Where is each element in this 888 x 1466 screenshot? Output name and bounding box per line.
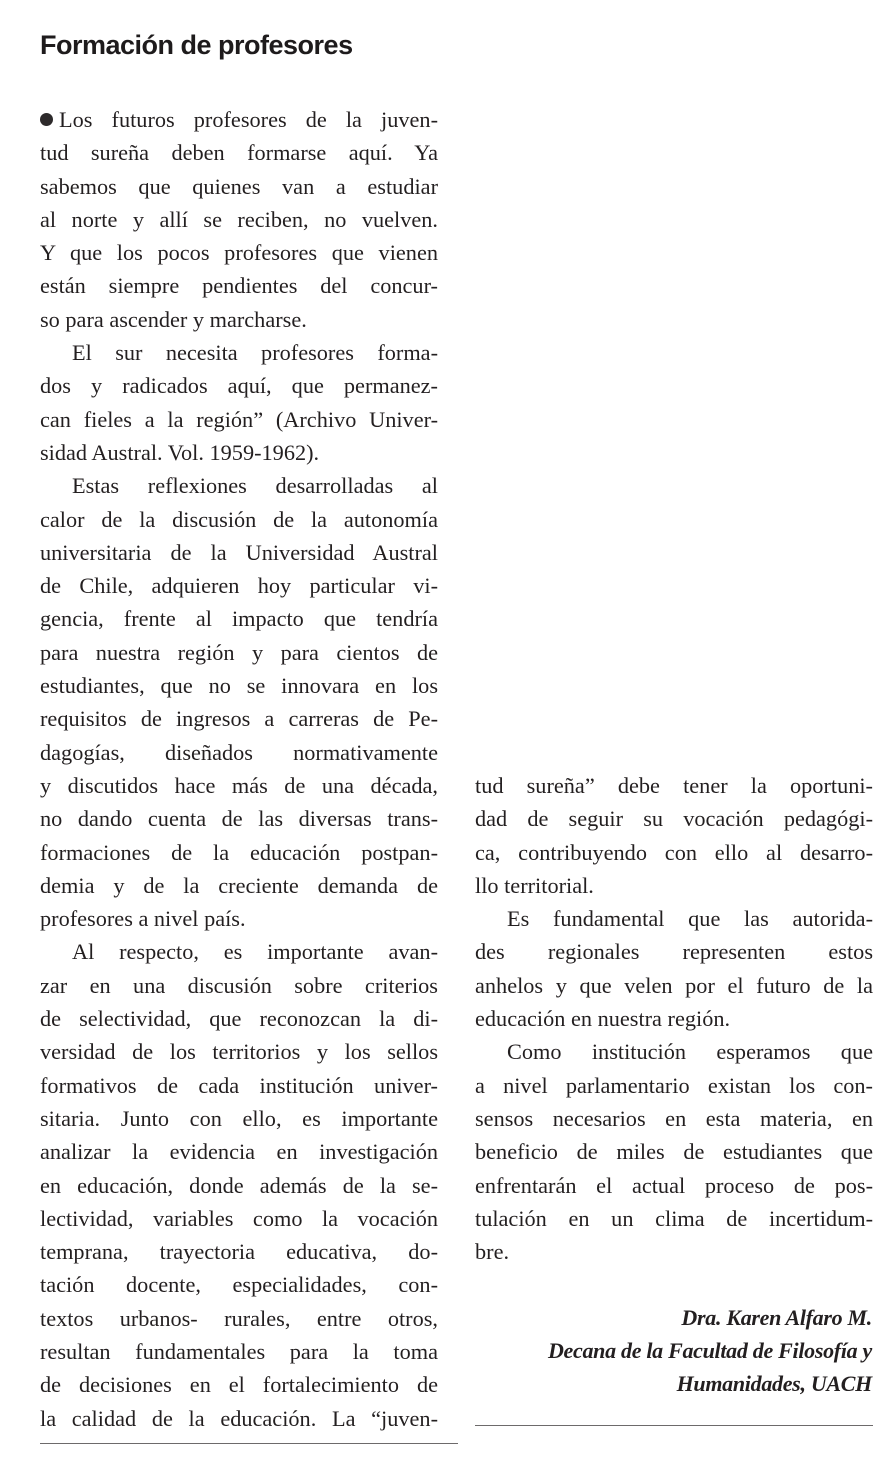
- author-signature: [548, 1301, 872, 1400]
- body-text-line: [40, 869, 438, 902]
- body-text: tulación en un clima de incertidum-: [475, 1205, 873, 1231]
- body-text-line: [40, 1402, 438, 1435]
- author-role-line-1: Decana de la Facultad de Filosofía y: [547, 1338, 872, 1363]
- body-text: Estas reflexiones desarrolladas al: [72, 473, 438, 499]
- right-column-bottom-rule: [475, 1425, 873, 1426]
- body-text-line: [40, 702, 438, 735]
- body-text: Como institución esperamos que: [507, 1039, 873, 1065]
- body-text-line: [475, 836, 873, 869]
- body-text: al norte y allí se reciben, no vuelven.: [40, 206, 438, 232]
- body-text-line: [40, 269, 438, 302]
- body-text-line: [475, 869, 873, 902]
- body-text: tud sureña deben formarse aquí. Ya: [40, 140, 438, 166]
- body-text: gencia, frente al impacto que tendría: [40, 606, 438, 632]
- body-text: de decisiones en el fortalecimiento de: [40, 1372, 438, 1398]
- body-text: profesores a nivel país.: [40, 906, 246, 932]
- body-text-line: [40, 136, 438, 169]
- left-column-bottom-rule: [40, 1443, 458, 1444]
- body-text: educación en nuestra región.: [475, 1006, 731, 1032]
- body-text-line: [40, 436, 438, 469]
- body-text-line: [40, 836, 438, 869]
- body-text: tación docente, especialidades, con-: [40, 1272, 438, 1298]
- body-text: beneficio de miles de estudiantes que: [475, 1139, 873, 1165]
- body-text-line: [475, 1135, 873, 1168]
- body-text: Los futuros profesores de la juven-: [59, 107, 438, 132]
- body-text: están siempre pendientes del concur-: [40, 273, 438, 299]
- body-text: para nuestra región y para cientos de: [40, 639, 438, 665]
- body-text: de selectividad, que reconozcan la di-: [40, 1006, 438, 1032]
- body-text: requisitos de ingresos a carreras de Pe-: [40, 706, 438, 732]
- body-text-line: [40, 569, 438, 602]
- body-text: analizar la evidencia en investigación: [40, 1139, 438, 1165]
- body-text: enfrentarán el actual proceso de pos-: [475, 1172, 873, 1198]
- body-text: estudiantes, que no se innovara en los: [40, 673, 438, 699]
- body-text: Es fundamental que las autorida-: [507, 906, 873, 932]
- body-text-line: [40, 902, 438, 935]
- body-text-line: [40, 1169, 438, 1202]
- body-text: sensos necesarios en esta materia, en: [475, 1105, 873, 1131]
- body-text: lectividad, variables como la vocación: [40, 1205, 438, 1231]
- body-text-line: [40, 636, 438, 669]
- body-text-line: [40, 403, 438, 436]
- body-text-line: [40, 669, 438, 702]
- article-title: Formación de profesores: [40, 30, 353, 60]
- body-text-line: [475, 1102, 873, 1135]
- body-text-line: [40, 1202, 438, 1235]
- body-text-line: [40, 469, 438, 502]
- body-text-line: [475, 1169, 873, 1202]
- body-text: zar en una discusión sobre criterios: [40, 972, 438, 998]
- body-text-line: [475, 1069, 873, 1102]
- body-text: bre.: [475, 1239, 510, 1265]
- body-text-line: [40, 736, 438, 769]
- body-text: no dando cuenta de las diversas trans-: [40, 806, 438, 832]
- body-text: dos y radicados aquí, que permanez-: [40, 373, 438, 399]
- article-body-right-column: [475, 769, 873, 1268]
- body-text-line: [475, 1202, 873, 1235]
- body-text-line: [40, 1268, 438, 1301]
- body-text-line: [40, 802, 438, 835]
- body-text: formaciones de la educación postpan-: [40, 839, 438, 865]
- body-text-line: [40, 503, 438, 536]
- body-text: textos urbanos- rurales, entre otros,: [40, 1305, 438, 1331]
- body-text: dad de seguir su vocación pedagógi-: [475, 806, 873, 832]
- body-text-line: [40, 1102, 438, 1135]
- author-name: Dra. Karen Alfaro M.: [681, 1305, 872, 1330]
- body-text: ca, contribuyendo con ello al desarro-: [475, 839, 873, 865]
- body-text-line: [40, 1035, 438, 1068]
- body-text-line: [475, 1035, 873, 1068]
- body-text: a nivel parlamentario existan los con-: [475, 1072, 873, 1098]
- body-text: temprana, trayectoria educativa, do-: [40, 1239, 438, 1265]
- body-text-line: [40, 1302, 438, 1335]
- body-text-line: [40, 769, 438, 802]
- article-body-left-column: [40, 103, 438, 1435]
- body-text: en educación, donde además de la se-: [40, 1172, 438, 1198]
- body-text: versidad de los territorios y los sellos: [40, 1039, 438, 1065]
- body-text-line: [40, 969, 438, 1002]
- body-text: universitaria de la Universidad Austral: [40, 539, 438, 565]
- body-text: dagogías, diseñados normativamente: [40, 739, 438, 765]
- body-text-line: [40, 369, 438, 402]
- body-text: sabemos que quienes van a estudiar: [40, 173, 438, 199]
- body-text-line: [40, 336, 438, 369]
- body-text-line: [40, 103, 438, 136]
- body-text-line: [40, 236, 438, 269]
- body-text-line: [40, 935, 438, 968]
- body-text-line: [40, 1135, 438, 1168]
- body-text: so para ascender y marcharse.: [40, 306, 307, 332]
- body-text: demia y de la creciente demanda de: [40, 872, 438, 898]
- body-text: calor de la discusión de la autonomía: [40, 506, 438, 532]
- body-text-line: [475, 935, 873, 968]
- body-text-line: [40, 602, 438, 635]
- body-text-line: [40, 1235, 438, 1268]
- body-text-line: [475, 969, 873, 1002]
- body-text: can fieles a la región” (Archivo Univer-: [40, 406, 438, 432]
- body-text-line: [40, 203, 438, 236]
- body-text-line: [475, 1002, 873, 1035]
- body-text: El sur necesita profesores forma-: [72, 340, 438, 366]
- body-text-line: [475, 1235, 873, 1268]
- body-text: Y que los pocos profesores que vienen: [40, 240, 438, 266]
- body-text: Al respecto, es importante avan-: [72, 939, 438, 965]
- body-text: sidad Austral. Vol. 1959-1962).: [40, 439, 320, 465]
- body-text: sitaria. Junto con ello, es importante: [40, 1105, 438, 1131]
- body-text: des regionales representen estos: [475, 939, 873, 965]
- paragraph-bullet-icon: [40, 113, 53, 126]
- body-text-line: [475, 769, 873, 802]
- body-text-line: [40, 536, 438, 569]
- body-text: de Chile, adquieren hoy particular vi-: [40, 573, 438, 599]
- body-text: la calidad de la educación. La “juven-: [40, 1405, 438, 1431]
- body-text: resultan fundamentales para la toma: [40, 1338, 438, 1364]
- body-text: llo territorial.: [475, 872, 594, 898]
- author-role-line-2: Humanidades, UACH: [676, 1371, 872, 1396]
- body-text: tud sureña” debe tener la oportuni-: [475, 773, 873, 798]
- body-text-line: [475, 802, 873, 835]
- body-text: anhelos y que velen por el futuro de la: [475, 972, 873, 998]
- body-text: y discutidos hace más de una década,: [40, 772, 438, 798]
- body-text-line: [40, 303, 438, 336]
- body-text-line: [40, 1368, 438, 1401]
- body-text: formativos de cada institución univer-: [40, 1072, 438, 1098]
- body-text-line: [40, 170, 438, 203]
- body-text-line: [40, 1335, 438, 1368]
- body-text-line: [475, 902, 873, 935]
- body-text-line: [40, 1002, 438, 1035]
- body-text-line: [40, 1069, 438, 1102]
